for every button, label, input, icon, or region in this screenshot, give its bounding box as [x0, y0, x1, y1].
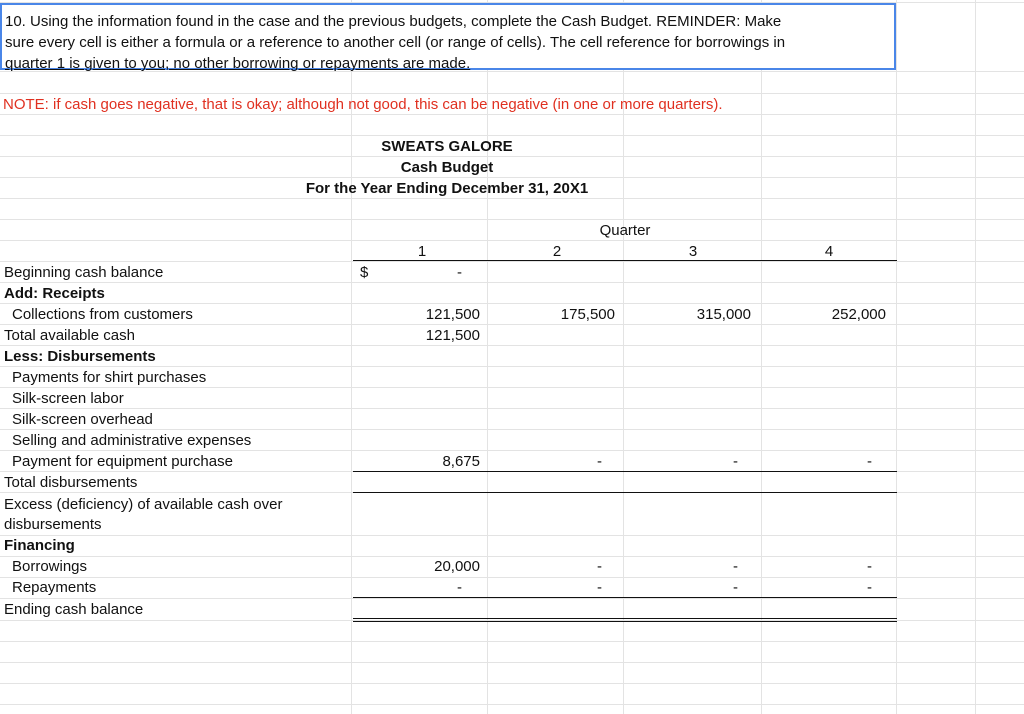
quarter-label: Quarter	[599, 222, 651, 239]
equipment-q4[interactable]: -	[867, 453, 872, 470]
row-label-borrowings: Borrowings	[12, 558, 88, 575]
quarter-1-header: 1	[417, 243, 427, 260]
row-label-excess-line2: disbursements	[4, 516, 102, 533]
row-label-equipment: Payment for equipment purchase	[12, 453, 233, 470]
quarter-4-header: 4	[824, 243, 834, 260]
report-title: Cash Budget	[400, 159, 494, 176]
quarter-2-header: 2	[552, 243, 562, 260]
row-label-total-disbursements: Total disbursements	[4, 474, 138, 491]
total-disbursements-underline	[353, 492, 897, 493]
row-label-total-available: Total available cash	[4, 327, 135, 344]
row-label-silk-labor: Silk-screen labor	[12, 390, 124, 407]
ending-cash-double-underline	[353, 618, 897, 622]
equipment-q3[interactable]: -	[733, 453, 738, 470]
instruction-cell-selected[interactable]	[0, 3, 896, 70]
repayments-q2[interactable]: -	[597, 579, 602, 596]
quarter-3-header: 3	[688, 243, 698, 260]
instruction-line-2: sure every cell is either a formula or a reference to another cell (or range of cells). The cell reference for borrowings in	[5, 34, 786, 51]
instruction-line-3: quarter 1 is given to you; no other borrowing or repayments are made.	[5, 55, 471, 72]
instruction-line-1: 10. Using the information found in the case and the previous budgets, complete the Cash Budget. REMINDER: Make	[5, 13, 782, 30]
row-label-financing: Financing	[4, 537, 75, 554]
borrowings-q4[interactable]: -	[867, 558, 872, 575]
row-label-collections: Collections from customers	[12, 306, 193, 323]
beginning-cash-currency: $	[360, 264, 369, 281]
row-label-beginning-cash: Beginning cash balance	[4, 264, 164, 281]
beginning-cash-q1[interactable]: -	[457, 264, 462, 281]
row-label-excess-line1: Excess (deficiency) of available cash over	[4, 496, 283, 513]
collections-q4[interactable]: 252,000	[831, 306, 886, 323]
row-label-repayments: Repayments	[12, 579, 97, 596]
company-name: SWEATS GALORE	[381, 138, 513, 155]
row-label-silk-overhead: Silk-screen overhead	[12, 411, 153, 428]
equipment-q1[interactable]: 8,675	[442, 453, 480, 470]
repayments-q3[interactable]: -	[733, 579, 738, 596]
row-label-ending-cash: Ending cash balance	[4, 601, 144, 618]
row-label-less-disbursements: Less: Disbursements	[4, 348, 156, 365]
disbursements-underline	[353, 471, 897, 472]
repayments-q4[interactable]: -	[867, 579, 872, 596]
collections-q3[interactable]: 315,000	[696, 306, 751, 323]
report-period: For the Year Ending December 31, 20X1	[305, 180, 589, 197]
repayments-underline	[353, 597, 897, 598]
repayments-q1[interactable]: -	[457, 579, 462, 596]
collections-q1[interactable]: 121,500	[425, 306, 480, 323]
row-label-shirt-purchases: Payments for shirt purchases	[12, 369, 207, 386]
total-available-q1[interactable]: 121,500	[425, 327, 480, 344]
row-label-add-receipts: Add: Receipts	[4, 285, 105, 302]
header-underline	[353, 260, 897, 261]
row-label-selling-admin: Selling and administrative expenses	[12, 432, 252, 449]
borrowings-q1[interactable]: 20,000	[434, 558, 480, 575]
instruction-text	[5, 11, 885, 74]
borrowings-q2[interactable]: -	[597, 558, 602, 575]
note-text: NOTE: if cash goes negative, that is okay; although not good, this can be negative (in one or more quarters).	[3, 96, 723, 113]
collections-q2[interactable]: 175,500	[560, 306, 615, 323]
equipment-q2[interactable]: -	[597, 453, 602, 470]
borrowings-q3[interactable]: -	[733, 558, 738, 575]
